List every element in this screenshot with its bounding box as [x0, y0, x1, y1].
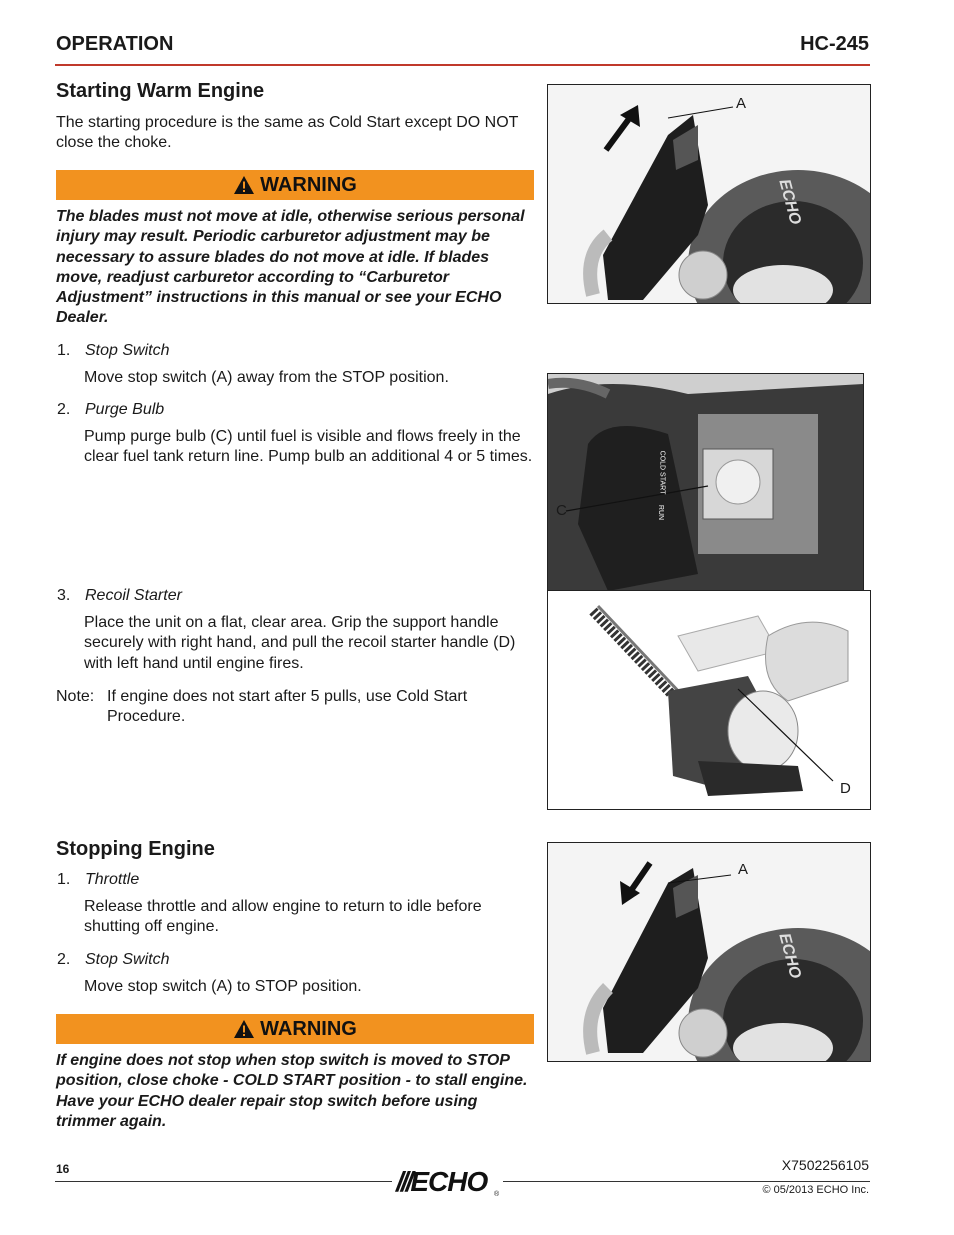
- logo-text: ECHO: [410, 1166, 488, 1197]
- warning-triangle-icon: [233, 175, 255, 195]
- header-rule: [55, 64, 870, 66]
- step-title: Stop Switch: [85, 951, 170, 968]
- step-title: Throttle: [85, 871, 140, 888]
- echo-logo: ///ECHO ®: [392, 1166, 503, 1198]
- heading-starting-warm-engine: Starting Warm Engine: [56, 80, 265, 102]
- step-title: Purge Bulb: [85, 401, 165, 418]
- model-number: HC-245: [800, 33, 869, 55]
- copyright: © 05/2013 ECHO Inc.: [762, 1184, 869, 1196]
- callout-a: A: [736, 95, 747, 112]
- step-number: 3.: [57, 587, 71, 604]
- warning-label: WARNING: [260, 1017, 357, 1040]
- step-body: Pump purge bulb (C) until fuel is visible and flows freely in the clear fuel tank return line. Pump bulb an additional 4 or 5 times.: [84, 428, 533, 466]
- step-number: 2.: [57, 401, 71, 418]
- step-body: Move stop switch (A) to STOP position.: [84, 978, 362, 995]
- step-title: Recoil Starter: [85, 587, 182, 604]
- section-title: OPERATION: [56, 33, 174, 55]
- callout-d: D: [840, 780, 851, 797]
- decal-run: RUN: [657, 504, 665, 521]
- decal-cold-start: COLD START: [658, 450, 666, 495]
- step-title: Stop Switch: [85, 342, 170, 359]
- warning-label: WARNING: [260, 173, 357, 196]
- callout-c: C: [556, 502, 567, 519]
- step-number: 1.: [57, 871, 71, 888]
- warning-text: The blades must not move at idle, otherwise serious personal injury may result. Periodic carburetor adjustment may be necessary to assure blades do not move at idle. If blades move, readjust carburetor according to “Carburetor Adjustment” instructions in this manual or see your ECHO Dealer.: [56, 208, 525, 327]
- step-number: 2.: [57, 951, 71, 968]
- note-text: If engine does not start after 5 pulls, use Cold Start Procedure.: [107, 688, 468, 726]
- part-number: X7502256105: [781, 1157, 869, 1173]
- step-number: 1.: [57, 342, 71, 359]
- warning-triangle-icon: [233, 1019, 255, 1039]
- heading-stopping-engine: Stopping Engine: [56, 838, 215, 860]
- echo-brand-mark: ECHO: [775, 177, 804, 227]
- figure-stop-switch-on: [547, 84, 871, 304]
- figure-purge-bulb: [547, 373, 864, 592]
- step-body: Move stop switch (A) away from the STOP position.: [84, 369, 449, 386]
- warning-banner: [56, 170, 534, 200]
- figure-stop-switch-off: [547, 842, 871, 1062]
- step-body: Release throttle and allow engine to return to idle before shutting off engine.: [84, 898, 482, 936]
- warning-banner: [56, 1014, 534, 1044]
- warning-text: If engine does not stop when stop switch is moved to STOP position, close choke - COLD START position - to stall engine. Have your ECHO dealer repair stop switch before using trimmer again.: [56, 1052, 528, 1130]
- warm-intro: The starting procedure is the same as Cold Start except DO NOT close the choke.: [56, 114, 519, 152]
- figure-recoil-starter: [547, 590, 871, 810]
- page-number: 16: [56, 1162, 70, 1176]
- note-label: Note:: [56, 688, 95, 705]
- echo-brand-mark: ECHO: [775, 931, 804, 981]
- step-body: Place the unit on a flat, clear area. Grip the support handle securely with right hand, and pull the recoil starter handle (D) with left hand until engine fires.: [84, 614, 516, 672]
- callout-a: A: [738, 861, 749, 878]
